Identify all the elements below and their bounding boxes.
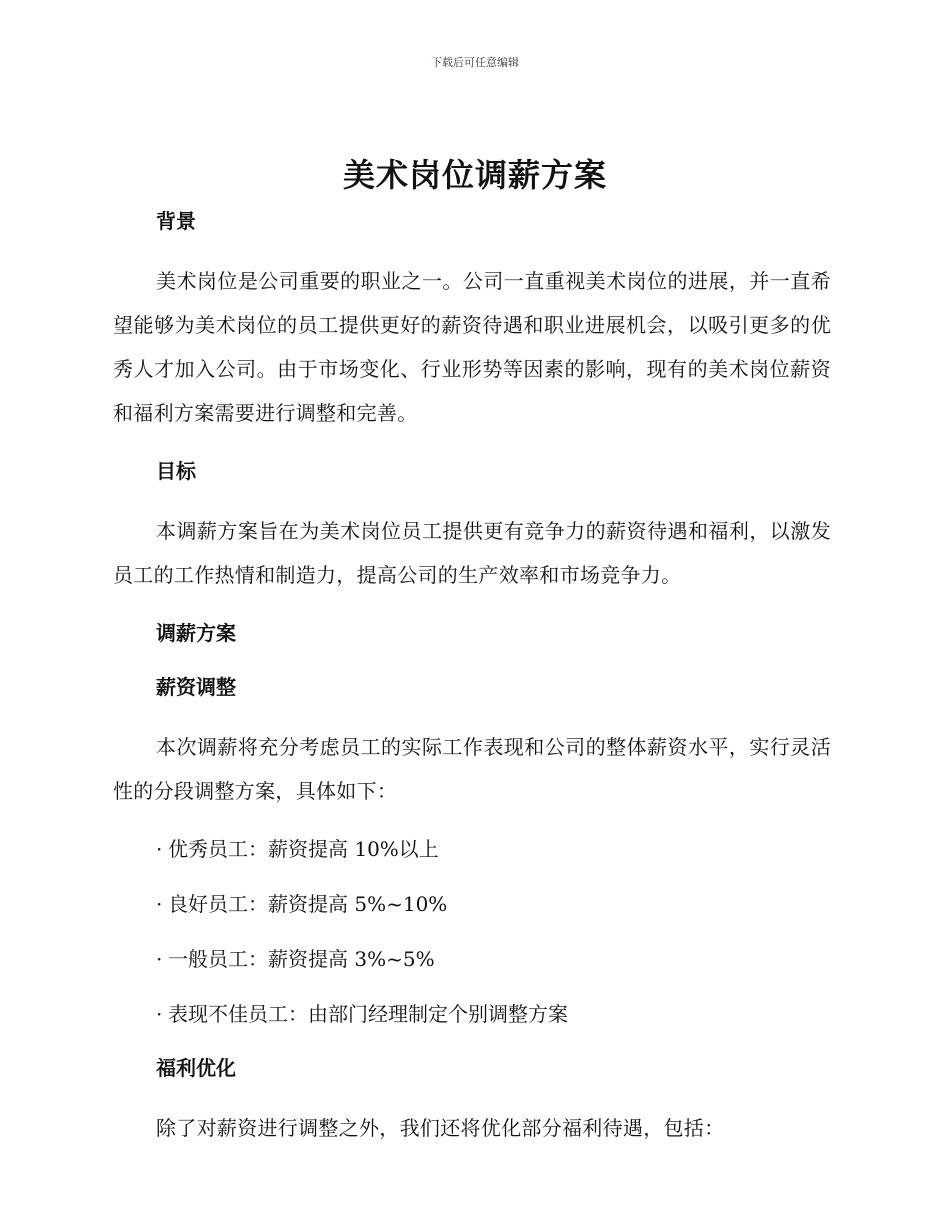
- document-title: 美术岗位调薪方案: [342, 156, 607, 194]
- bullet-dot: ·: [156, 837, 163, 861]
- list-item-text: 良好员工：薪资提高 5%~10%: [168, 892, 448, 916]
- document-body: [113, 205, 831, 1150]
- list-item: [113, 943, 831, 975]
- bullet-dot: ·: [156, 1002, 163, 1026]
- heading-plan: 调薪方案: [156, 621, 236, 645]
- list-item-text: 优秀员工：薪资提高 10%以上: [168, 837, 439, 861]
- paragraph-goal: 本调薪方案旨在为美术岗位员工提供更有竞争力的薪资待遇和福利，以激发员工的工作热情和制造力，提高公司的生产效率和市场竞争力。: [113, 519, 831, 587]
- bullet-dot: ·: [156, 892, 163, 916]
- paragraph-salary: 本次调薪将充分考虑员工的实际工作表现和公司的整体薪资水平，实行灵活性的分段调整方案，具体如下：: [113, 735, 831, 803]
- paragraph-background: 美术岗位是公司重要的职业之一。公司一直重视美术岗位的进展，并一直希望能够为美术岗位的员工提供更好的薪资待遇和职业进展机会，以吸引更多的优秀人才加入公司。由于市场变化、行业形势等因素的影响，现有的美术岗位薪资和福利方案需要进行调整和完善。: [113, 269, 831, 425]
- header-note: 下载后可任意编辑: [431, 56, 519, 69]
- list-item: [113, 833, 831, 865]
- heading-salary: 薪资调整: [156, 675, 236, 699]
- bullet-dot: ·: [156, 947, 163, 971]
- paragraph-benefits: 除了对薪资进行调整之外，我们还将优化部分福利待遇，包括：: [156, 1116, 725, 1140]
- list-item: [113, 888, 831, 920]
- list-item-text: 一般员工：薪资提高 3%~5%: [168, 947, 435, 971]
- list-item: [113, 998, 831, 1030]
- salary-adjustment-list: [113, 833, 831, 1030]
- heading-benefits: 福利优化: [156, 1056, 236, 1080]
- heading-goal: 目标: [156, 459, 196, 483]
- list-item-text: 表现不佳员工：由部门经理制定个别调整方案: [168, 1002, 568, 1026]
- heading-background: 背景: [156, 209, 196, 233]
